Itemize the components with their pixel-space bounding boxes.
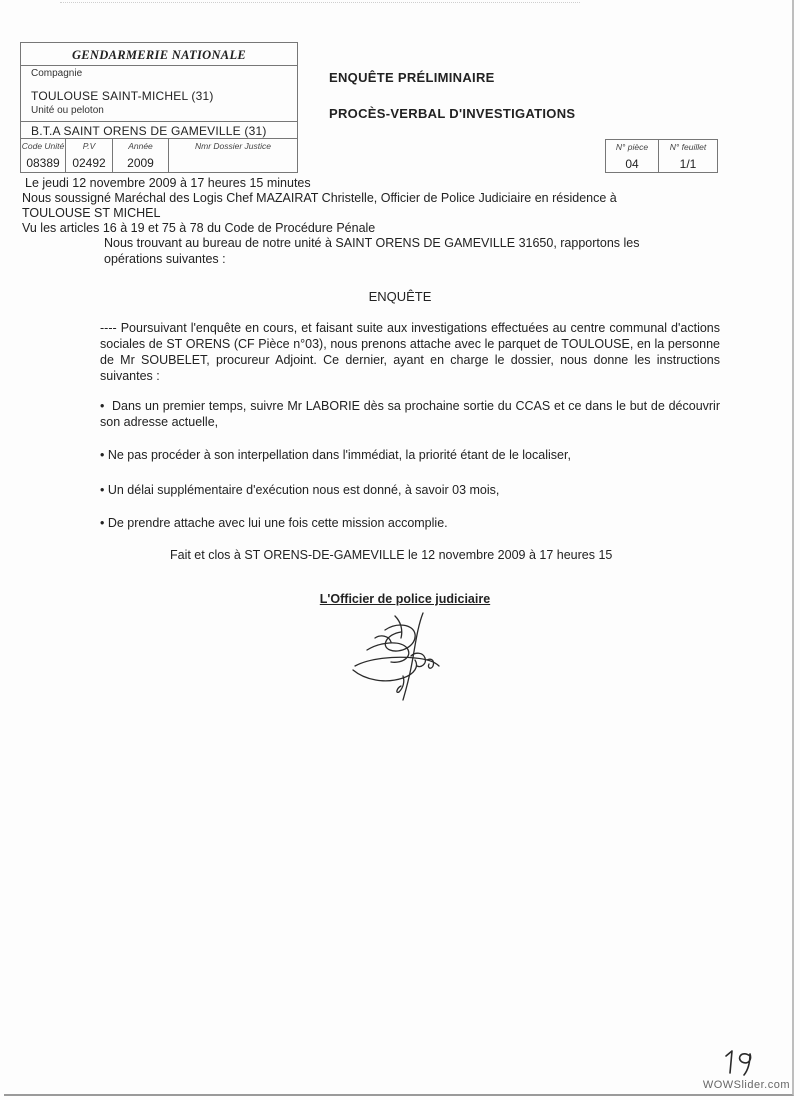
officer-title: L'Officier de police judiciaire — [319, 592, 491, 606]
annee-cell — [113, 139, 169, 172]
code-unite-label: Code Unité — [21, 141, 65, 151]
proces-verbal-title: PROCÈS-VERBAL D'INVESTIGATIONS — [329, 106, 576, 121]
bullet-dot: • — [100, 516, 108, 530]
instruction-item — [100, 447, 720, 463]
closing-line: Fait et clos à ST ORENS-DE-GAMEVILLE le 12 novembre 2009 à 17 heures 15 — [170, 548, 613, 562]
unit-label: Unité ou peloton — [31, 105, 104, 116]
pv-value: 02492 — [72, 156, 106, 170]
officer-line: Nous soussigné Maréchal des Logis Chef MAZAIRAT Christelle, Officier de Police Judiciaire en résidence à — [22, 191, 617, 205]
dossier-justice-label: Nmr Dossier Justice — [194, 141, 272, 151]
organization-name: GENDARMERIE NATIONALE — [71, 48, 247, 62]
annee-value: 2009 — [127, 156, 154, 170]
unit-value: B.T.A SAINT ORENS DE GAMEVILLE (31) — [31, 124, 267, 138]
codes-row — [20, 139, 298, 173]
watermark: WOWSlider.com — [702, 1079, 790, 1091]
instruction-text: De prendre attache avec lui une fois cette mission accomplie. — [107, 516, 448, 530]
annee-label: Année — [128, 141, 153, 151]
piece-box — [605, 139, 659, 173]
code-unite-value: 08389 — [26, 156, 60, 170]
header-rule — [21, 121, 297, 122]
articles-line: Vu les articles 16 à 19 et 75 à 78 du Code de Procédure Pénale — [22, 221, 376, 235]
handwritten-signature — [345, 608, 445, 703]
piece-value: 04 — [625, 157, 639, 171]
piece-label: N° pièce — [615, 142, 649, 152]
handwritten-page-number — [720, 1046, 780, 1076]
feuillet-box — [659, 139, 718, 173]
code-unite-cell — [21, 139, 66, 172]
company-label: Compagnie — [31, 68, 83, 79]
bullet-dot: • — [100, 399, 112, 413]
pv-label: P.V — [82, 141, 96, 151]
feuillet-label: N° feuillet — [669, 142, 707, 152]
section-title: ENQUÊTE — [368, 289, 432, 304]
instruction-text: Dans un premier temps, suivre Mr LABORIE dès sa prochaine sortie du CCAS et ce dans le but de découvrir son adresse actuelle, — [100, 399, 720, 429]
feuillet-value: 1/1 — [679, 157, 697, 171]
header-rule — [21, 65, 297, 66]
instruction-item — [100, 398, 720, 430]
instruction-text: Ne pas procéder à son interpellation dans l'immédiat, la priorité étant de le localiser, — [107, 448, 571, 462]
enquete-title: ENQUÊTE PRÉLIMINAIRE — [329, 70, 495, 85]
bullet-dot: • — [100, 483, 108, 497]
date-line: Le jeudi 12 novembre 2009 à 17 heures 15 minutes — [25, 176, 311, 190]
dossier-justice-cell — [169, 139, 297, 172]
residence-line: TOULOUSE ST MICHEL — [22, 206, 161, 220]
pv-cell — [66, 139, 113, 172]
main-paragraph: ---- Poursuivant l'enquête en cours, et faisant suite aux investigations effectuées au centre communal d'actions sociales de ST ORENS (CF Pièce n°03), nous prenons attache avec le parquet de TOULOUSE, en la personne de Mr SOUBELET, procureur Adjoint. Ce dernier, ayant en charge le dossier, nous donne les instructions suivantes : — [100, 321, 720, 383]
header-box — [20, 42, 298, 139]
scan-artifact-line — [60, 2, 580, 4]
bullet-dot: • — [100, 448, 108, 462]
instruction-text: Un délai supplémentaire d'exécution nous est donné, à savoir 03 mois, — [107, 483, 500, 497]
company-value: TOULOUSE SAINT-MICHEL (31) — [31, 89, 214, 103]
instruction-item — [100, 482, 720, 498]
instruction-item — [100, 515, 720, 531]
location-paragraph: Nous trouvant au bureau de notre unité à SAINT ORENS DE GAMEVILLE 31650, rapportons les opérations suivantes : — [104, 236, 640, 266]
